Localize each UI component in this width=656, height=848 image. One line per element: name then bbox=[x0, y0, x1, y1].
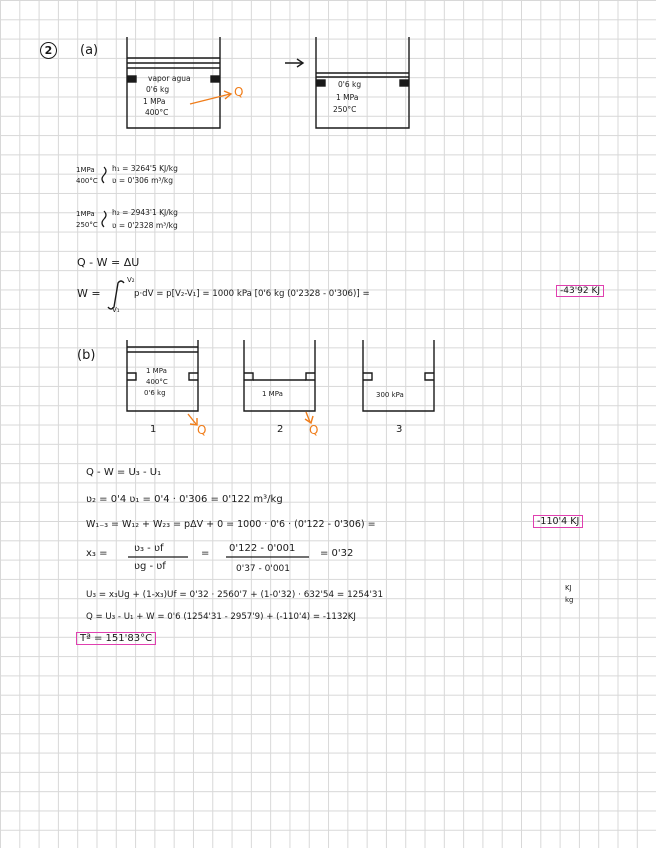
internal-energy-eq: U₃ = x₃Ug + (1-x₃)Uf = 0'32 · 2560'7 + (1-0'32) · 632'54 = 1254'31 bbox=[86, 590, 384, 600]
tank-number-3: 3 bbox=[396, 424, 403, 435]
props2-temp: 250°C bbox=[76, 221, 98, 229]
heat-label-b1: Q bbox=[197, 423, 207, 437]
unit-denominator: kg bbox=[565, 596, 574, 604]
problem-number bbox=[40, 42, 57, 59]
heat-label-b2: Q bbox=[309, 423, 319, 437]
integral-upper: V₂ bbox=[127, 276, 135, 284]
tank-number-1: 1 bbox=[150, 424, 157, 435]
work-result-a bbox=[556, 284, 604, 298]
work-result-box: -43'92 KJ bbox=[556, 285, 604, 297]
integral-sign bbox=[108, 281, 124, 309]
tank-b3 bbox=[363, 340, 434, 411]
heat-arrow-a bbox=[190, 91, 231, 104]
state2-line2: 1 MPa bbox=[336, 93, 359, 102]
work-rhs: p·dV = p[V₂-V₁] = 1000 kPa [0'6 kg (0'2328 - 0'306)] = bbox=[134, 289, 370, 299]
state2-line3: 250°C bbox=[333, 105, 357, 114]
quality-result: = 0'32 bbox=[320, 548, 354, 559]
equals-sign: = bbox=[201, 548, 210, 559]
props1-enthalpy: h₁ = 3264'5 KJ/kg bbox=[112, 164, 178, 173]
props1-temp: 400°C bbox=[76, 177, 98, 185]
quality-num-symbolic: ʋ₃ - ʋf bbox=[134, 543, 164, 554]
tank-b1-line1: 1 MPa bbox=[146, 367, 167, 375]
quality-lhs: x₃ = bbox=[86, 548, 108, 559]
part-b-label: (b) bbox=[77, 348, 96, 363]
work-lhs: W = bbox=[77, 287, 101, 300]
tank-b2 bbox=[244, 340, 315, 411]
brace-marks bbox=[102, 167, 106, 227]
tank-b2-text: 1 MPa bbox=[262, 390, 283, 398]
tank-b1-line3: 0'6 kg bbox=[144, 389, 166, 397]
props2-enthalpy: h₂ = 2943'1 KJ/kg bbox=[112, 208, 178, 217]
state1-line2: 0'6 kg bbox=[146, 85, 170, 94]
state2-line1: 0'6 kg bbox=[338, 80, 362, 89]
heat-arrows-b bbox=[188, 412, 313, 425]
state1-line4: 400°C bbox=[145, 108, 169, 117]
tank-b1-line2: 400°C bbox=[146, 378, 168, 386]
props2-pressure: 1MPa bbox=[76, 210, 95, 218]
heat-label-a: Q bbox=[234, 85, 244, 99]
part-a-label: (a) bbox=[80, 43, 99, 58]
props2-volume: ʋ = 0'2328 m³/kg bbox=[112, 221, 178, 230]
tank-number-2: 2 bbox=[277, 424, 284, 435]
quality-den-numeric: 0'37 - 0'001 bbox=[236, 564, 290, 574]
tank-b3-text: 300 kPa bbox=[376, 391, 404, 399]
energy-balance-a: Q - W = ΔU bbox=[77, 256, 140, 269]
work-result-b-box: -110'4 KJ bbox=[533, 515, 583, 528]
specific-volume-eq: ʋ₂ = 0'4 ʋ₁ = 0'4 · 0'306 = 0'122 m³/kg bbox=[86, 494, 283, 505]
quality-num-numeric: 0'122 - 0'001 bbox=[229, 543, 296, 554]
integral-lower: V₁ bbox=[112, 306, 120, 314]
state1-line3: 1 MPa bbox=[143, 97, 166, 106]
tank-b1 bbox=[127, 340, 198, 411]
heat-eq-b: Q = U₃ - U₁ + W = 0'6 (1254'31 - 2957'9) + (-110'4) = -1132KJ bbox=[86, 612, 356, 622]
state1-line1: vapor agua bbox=[148, 74, 191, 83]
work-result-b bbox=[533, 515, 583, 529]
work-eq-b: W₁₋₃ = W₁₂ + W₂₃ = pΔV + 0 = 1000 · 0'6 · (0'122 - 0'306) = bbox=[86, 519, 376, 530]
quality-den-symbolic: ʋg - ʋf bbox=[134, 561, 166, 572]
unit-numerator: KJ bbox=[565, 584, 572, 592]
props1-volume: ʋ = 0'306 m³/kg bbox=[112, 176, 174, 185]
energy-balance-b: Q - W = U₃ - U₁ bbox=[86, 467, 162, 478]
temperature-result-box: Tª = 151'83°C bbox=[76, 632, 156, 645]
state-arrow bbox=[285, 59, 303, 67]
problem-number-circle: 2 bbox=[40, 42, 57, 59]
props1-pressure: 1MPa bbox=[76, 166, 95, 174]
tank-a2 bbox=[316, 37, 409, 128]
temperature-result bbox=[76, 632, 156, 646]
